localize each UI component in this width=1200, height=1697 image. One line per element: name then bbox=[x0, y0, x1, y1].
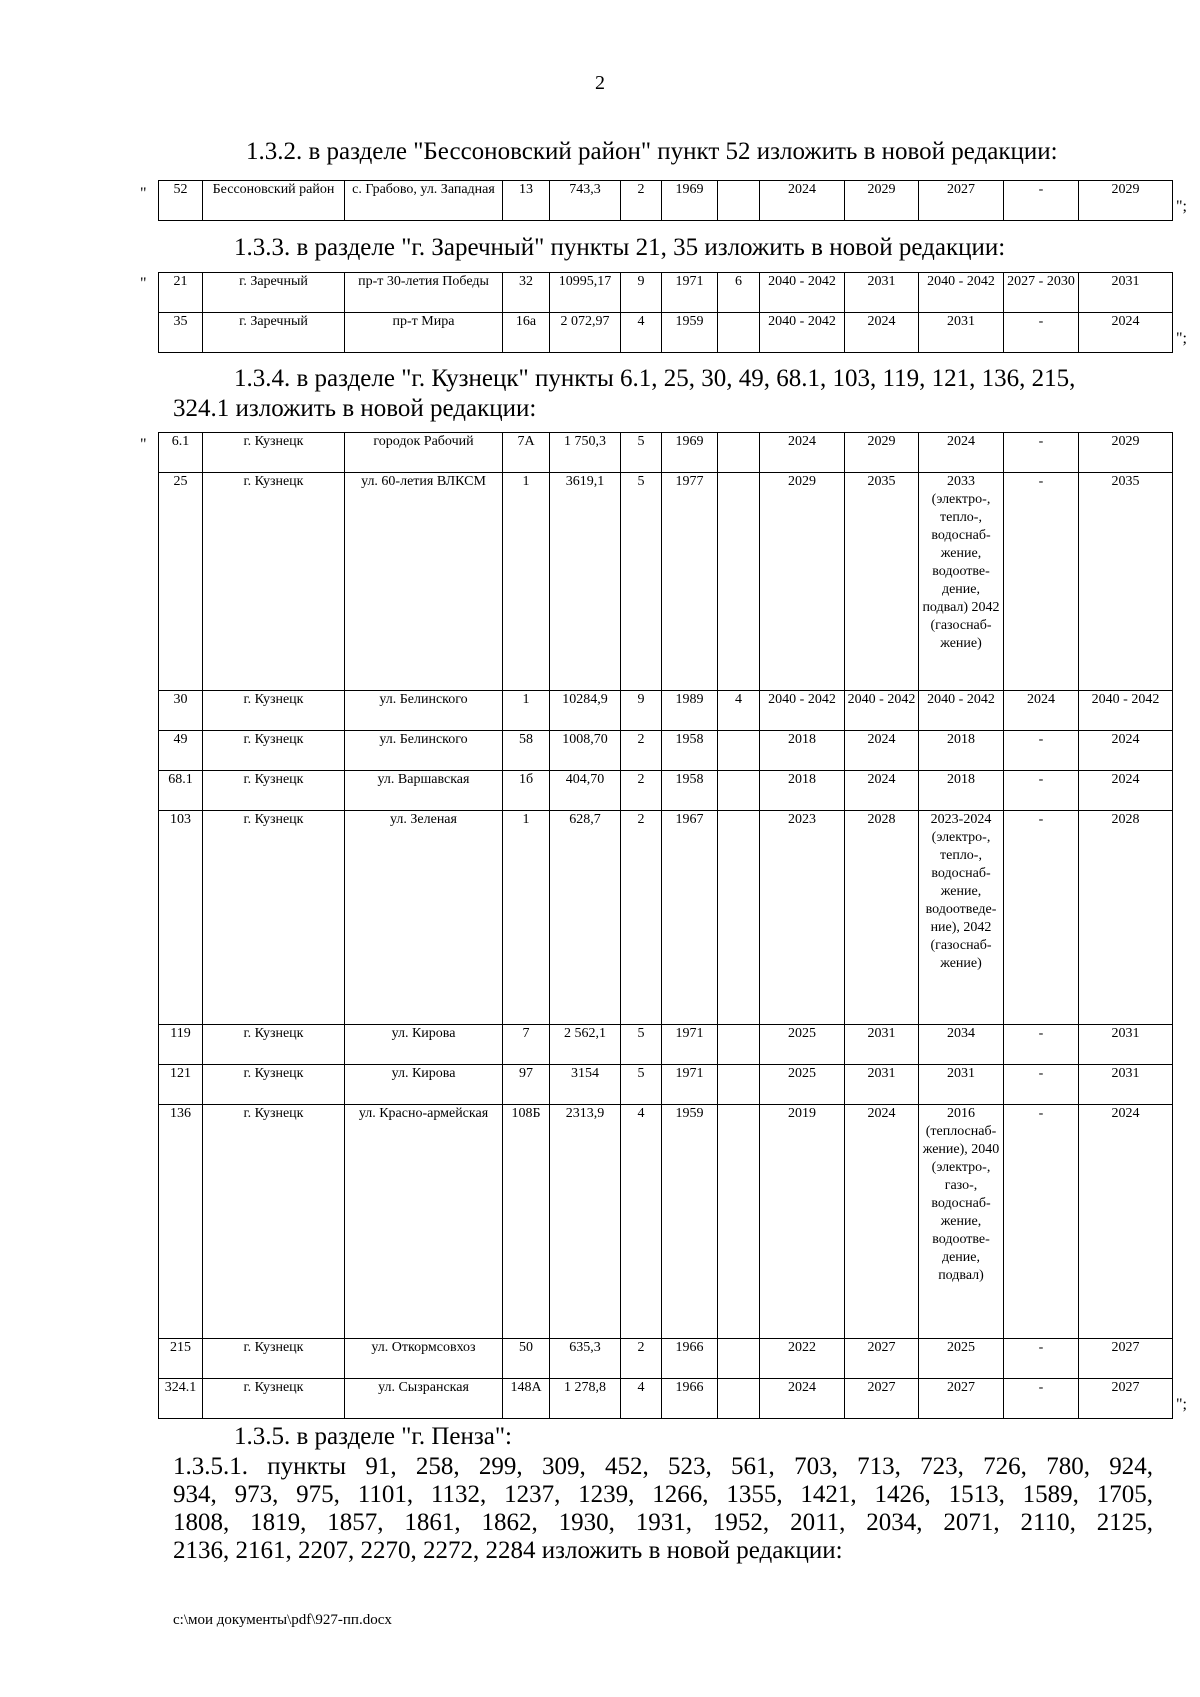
table-cell: 3154 bbox=[550, 1065, 621, 1105]
table-row bbox=[159, 473, 1173, 691]
table-cell: 6 bbox=[718, 273, 760, 313]
table-cell bbox=[718, 313, 760, 353]
section-135-1-text bbox=[173, 1453, 1153, 1565]
table-cell: 2031 bbox=[845, 1025, 919, 1065]
table-cell: 2027 bbox=[1079, 1339, 1173, 1379]
section-135-1-line: 934, 973, 975, 1101, 1132, 1237, 1239, 1266, 1355, 1421, 1426, 1513, 1589, 1705, bbox=[173, 1481, 1153, 1508]
table-cell bbox=[718, 433, 760, 473]
table-cell: 2040 - 2042 bbox=[919, 273, 1004, 313]
table-cell bbox=[718, 1025, 760, 1065]
table-cell: пр-т Мира bbox=[345, 313, 503, 353]
table-cell: 13 bbox=[503, 181, 550, 221]
table-cell: 1989 bbox=[662, 691, 718, 731]
table-row bbox=[159, 771, 1173, 811]
table-cell: ул. Сызранская bbox=[345, 1379, 503, 1419]
table-row bbox=[159, 1105, 1173, 1339]
table-cell: ул. Белинского bbox=[345, 691, 503, 731]
table-cell: ул. 60-летия ВЛКСМ bbox=[345, 473, 503, 691]
table-cell: 2024 bbox=[845, 1105, 919, 1339]
table-cell: ул. Откормсовхоз bbox=[345, 1339, 503, 1379]
table-cell: 6.1 bbox=[159, 433, 203, 473]
table-row bbox=[159, 811, 1173, 1025]
table-cell: 2040 - 2042 bbox=[1079, 691, 1173, 731]
table-cell: 1958 bbox=[662, 731, 718, 771]
table-cell: 2027 bbox=[1079, 1379, 1173, 1419]
table-cell: 2023-2024 (электро-, тепло-, водоснаб-жение, водоотведе-ние), 2042 (газоснаб-жение) bbox=[919, 811, 1004, 1025]
table-cell: 2 072,97 bbox=[550, 313, 621, 353]
table-cell: 4 bbox=[718, 691, 760, 731]
table-cell: 2027 bbox=[919, 1379, 1004, 1419]
table-section-134 bbox=[158, 432, 1173, 1419]
table-cell: г. Заречный bbox=[203, 313, 345, 353]
table-cell: 7 bbox=[503, 1025, 550, 1065]
table-cell: - bbox=[1004, 1379, 1079, 1419]
table-section-132 bbox=[158, 180, 1173, 221]
table-cell: 1 278,8 bbox=[550, 1379, 621, 1419]
table-cell: 2025 bbox=[760, 1065, 845, 1105]
table-cell: 2024 bbox=[1079, 1105, 1173, 1339]
table-cell: 58 bbox=[503, 731, 550, 771]
open-quote-133: " bbox=[140, 275, 147, 292]
table-cell: 2024 bbox=[1079, 731, 1173, 771]
table-cell: 2 bbox=[621, 811, 662, 1025]
table-row bbox=[159, 181, 1173, 221]
close-quote-133: "; bbox=[1176, 330, 1187, 347]
table-cell: 3619,1 bbox=[550, 473, 621, 691]
open-quote-132: " bbox=[140, 185, 147, 202]
table-cell: 1б bbox=[503, 771, 550, 811]
table-cell: 10284,9 bbox=[550, 691, 621, 731]
table-cell: 1 bbox=[503, 811, 550, 1025]
table-cell: г. Кузнецк bbox=[203, 1339, 345, 1379]
table-cell: 2024 bbox=[760, 433, 845, 473]
table-cell bbox=[718, 181, 760, 221]
table-cell: 2018 bbox=[919, 771, 1004, 811]
table-cell: 1 750,3 bbox=[550, 433, 621, 473]
table-cell bbox=[718, 1339, 760, 1379]
table-row bbox=[159, 1379, 1173, 1419]
table-cell: 2 bbox=[621, 731, 662, 771]
table-cell: 2025 bbox=[760, 1025, 845, 1065]
table-cell: 2028 bbox=[1079, 811, 1173, 1025]
table-cell: - bbox=[1004, 473, 1079, 691]
table-cell: г. Кузнецк bbox=[203, 433, 345, 473]
table-cell: 1971 bbox=[662, 273, 718, 313]
section-132-heading: 1.3.2. в разделе "Бессоновский район" пункт 52 изложить в новой редакции: bbox=[246, 138, 1058, 165]
table-cell: 324.1 bbox=[159, 1379, 203, 1419]
table-cell: 2033 (электро-, тепло-, водоснаб-жение, водоотве-дение, подвал) 2042 (газоснаб-жение) bbox=[919, 473, 1004, 691]
table-cell: 9 bbox=[621, 691, 662, 731]
table-cell: 21 bbox=[159, 273, 203, 313]
table-cell: - bbox=[1004, 1339, 1079, 1379]
table-cell: ул. Кирова bbox=[345, 1065, 503, 1105]
table-cell: 2024 bbox=[919, 433, 1004, 473]
table-cell: г. Кузнецк bbox=[203, 771, 345, 811]
table-cell: 1958 bbox=[662, 771, 718, 811]
table-cell: 103 bbox=[159, 811, 203, 1025]
table-cell: 215 bbox=[159, 1339, 203, 1379]
table-cell: 1966 bbox=[662, 1379, 718, 1419]
table-cell: 2034 bbox=[919, 1025, 1004, 1065]
page-number: 2 bbox=[595, 72, 605, 94]
table-cell: 2040 - 2042 bbox=[760, 691, 845, 731]
table-cell: 5 bbox=[621, 1025, 662, 1065]
table-cell: 628,7 bbox=[550, 811, 621, 1025]
table-cell: ул. Кирова bbox=[345, 1025, 503, 1065]
table-cell: г. Кузнецк bbox=[203, 731, 345, 771]
table-cell: 49 bbox=[159, 731, 203, 771]
table-cell: 2029 bbox=[1079, 181, 1173, 221]
table-cell: - bbox=[1004, 811, 1079, 1025]
table-cell: 2 bbox=[621, 181, 662, 221]
table-cell: ул. Белинского bbox=[345, 731, 503, 771]
table-cell: 32 bbox=[503, 273, 550, 313]
table-cell: 635,3 bbox=[550, 1339, 621, 1379]
footer-file-path: c:\мои документы\pdf\927-пп.docx bbox=[173, 1612, 392, 1628]
table-cell: г. Кузнецк bbox=[203, 1379, 345, 1419]
table-cell: - bbox=[1004, 181, 1079, 221]
table-cell: - bbox=[1004, 731, 1079, 771]
table-cell: 1971 bbox=[662, 1025, 718, 1065]
section-133-heading: 1.3.3. в разделе "г. Заречный" пункты 21, 35 изложить в новой редакции: bbox=[234, 234, 1006, 261]
table-cell bbox=[718, 473, 760, 691]
table-cell: 2029 bbox=[1079, 433, 1173, 473]
table-cell: 1966 bbox=[662, 1339, 718, 1379]
table-cell: - bbox=[1004, 313, 1079, 353]
table-row bbox=[159, 313, 1173, 353]
table-row bbox=[159, 1065, 1173, 1105]
table-cell: ул. Зеленая bbox=[345, 811, 503, 1025]
table-row bbox=[159, 1025, 1173, 1065]
table-cell: 2029 bbox=[845, 181, 919, 221]
table-cell: 2027 bbox=[845, 1379, 919, 1419]
table-cell: 1969 bbox=[662, 433, 718, 473]
table-cell: 2024 bbox=[845, 771, 919, 811]
close-quote-134: "; bbox=[1176, 1396, 1187, 1413]
table-cell: Бессоновский район bbox=[203, 181, 345, 221]
table-cell bbox=[718, 1379, 760, 1419]
table-cell: 50 bbox=[503, 1339, 550, 1379]
section-135-1-line: 2136, 2161, 2207, 2270, 2272, 2284 изложить в новой редакции: bbox=[173, 1537, 843, 1564]
table-cell: 2024 bbox=[845, 731, 919, 771]
table-cell: 148А bbox=[503, 1379, 550, 1419]
table-cell: 68.1 bbox=[159, 771, 203, 811]
table-cell: 404,70 bbox=[550, 771, 621, 811]
table-cell: 2025 bbox=[919, 1339, 1004, 1379]
table-cell: 2040 - 2042 bbox=[845, 691, 919, 731]
table-cell: 52 bbox=[159, 181, 203, 221]
table-cell: 2031 bbox=[845, 273, 919, 313]
open-quote-134: " bbox=[140, 436, 147, 453]
table-cell bbox=[718, 811, 760, 1025]
table-cell: 136 bbox=[159, 1105, 203, 1339]
table-row bbox=[159, 433, 1173, 473]
table-cell: 2031 bbox=[919, 313, 1004, 353]
table-cell: 2031 bbox=[1079, 1025, 1173, 1065]
table-cell: 2 bbox=[621, 1339, 662, 1379]
section-135-1-line: 1808, 1819, 1857, 1861, 1862, 1930, 1931, 1952, 2011, 2034, 2071, 2110, 2125, bbox=[173, 1509, 1153, 1536]
section-135-heading: 1.3.5. в разделе "г. Пенза": bbox=[234, 1423, 513, 1450]
table-cell: 1959 bbox=[662, 1105, 718, 1339]
table-cell: 2018 bbox=[760, 771, 845, 811]
table-cell: 121 bbox=[159, 1065, 203, 1105]
table-cell: 1959 bbox=[662, 313, 718, 353]
table-cell: 108Б bbox=[503, 1105, 550, 1339]
table-cell: 2031 bbox=[845, 1065, 919, 1105]
table-cell: 2024 bbox=[760, 1379, 845, 1419]
table-cell: 2027 bbox=[845, 1339, 919, 1379]
table-cell: 4 bbox=[621, 1379, 662, 1419]
table-cell: 1 bbox=[503, 691, 550, 731]
table-cell: 1 bbox=[503, 473, 550, 691]
table-cell: 2040 - 2042 bbox=[760, 273, 845, 313]
section-135-1-line: 1.3.5.1. пункты 91, 258, 299, 309, 452, 523, 561, 703, 713, 723, 726, 780, 924, bbox=[173, 1453, 1153, 1480]
table-cell: 2027 - 2030 bbox=[1004, 273, 1079, 313]
table-cell: 2018 bbox=[919, 731, 1004, 771]
table-cell: 2035 bbox=[1079, 473, 1173, 691]
table-cell: 4 bbox=[621, 1105, 662, 1339]
table-cell: 9 bbox=[621, 273, 662, 313]
table-cell: - bbox=[1004, 1025, 1079, 1065]
table-row bbox=[159, 691, 1173, 731]
table-cell: 2027 bbox=[919, 181, 1004, 221]
table-cell: 2019 bbox=[760, 1105, 845, 1339]
table-cell: 2313,9 bbox=[550, 1105, 621, 1339]
table-cell: 5 bbox=[621, 1065, 662, 1105]
table-cell bbox=[718, 731, 760, 771]
table-cell: 5 bbox=[621, 473, 662, 691]
table-cell: 16а bbox=[503, 313, 550, 353]
table-cell: г. Кузнецк bbox=[203, 691, 345, 731]
table-cell: 10995,17 bbox=[550, 273, 621, 313]
table-cell: ул. Красно-армейская bbox=[345, 1105, 503, 1339]
table-cell: - bbox=[1004, 1105, 1079, 1339]
table-cell: ул. Варшавская bbox=[345, 771, 503, 811]
table-cell: с. Грабово, ул. Западная bbox=[345, 181, 503, 221]
table-cell: г. Кузнецк bbox=[203, 473, 345, 691]
table-cell: 2031 bbox=[919, 1065, 1004, 1105]
table-cell: 25 bbox=[159, 473, 203, 691]
table-cell: г. Кузнецк bbox=[203, 1105, 345, 1339]
table-row bbox=[159, 731, 1173, 771]
table-cell: 35 bbox=[159, 313, 203, 353]
table-cell: 2 562,1 bbox=[550, 1025, 621, 1065]
table-cell: - bbox=[1004, 433, 1079, 473]
table-row bbox=[159, 1339, 1173, 1379]
table-cell: - bbox=[1004, 1065, 1079, 1105]
table-cell: 2024 bbox=[1004, 691, 1079, 731]
table-cell: 7А bbox=[503, 433, 550, 473]
table-cell: 2031 bbox=[1079, 273, 1173, 313]
table-cell: 4 bbox=[621, 313, 662, 353]
table-cell: 743,3 bbox=[550, 181, 621, 221]
table-cell: 2035 bbox=[845, 473, 919, 691]
table-cell: 1977 bbox=[662, 473, 718, 691]
table-cell: 1971 bbox=[662, 1065, 718, 1105]
table-cell: 2028 bbox=[845, 811, 919, 1025]
table-cell: 2040 - 2042 bbox=[919, 691, 1004, 731]
table-cell: 2016 (теплоснаб-жение), 2040 (электро-, газо-, водоснаб-жение, водоотве-дение, подвал) bbox=[919, 1105, 1004, 1339]
table-cell: 2029 bbox=[760, 473, 845, 691]
close-quote-132: "; bbox=[1176, 198, 1187, 215]
section-134-heading-line2: 324.1 изложить в новой редакции: bbox=[173, 395, 537, 422]
table-cell: 2029 bbox=[845, 433, 919, 473]
table-cell: 2 bbox=[621, 771, 662, 811]
table-cell: 119 bbox=[159, 1025, 203, 1065]
table-cell: 2040 - 2042 bbox=[760, 313, 845, 353]
table-cell: 1008,70 bbox=[550, 731, 621, 771]
table-cell: г. Кузнецк bbox=[203, 1025, 345, 1065]
table-cell: 2024 bbox=[845, 313, 919, 353]
table-cell: 2022 bbox=[760, 1339, 845, 1379]
table-section-133 bbox=[158, 272, 1173, 353]
table-cell: 97 bbox=[503, 1065, 550, 1105]
table-row bbox=[159, 273, 1173, 313]
table-cell: г. Кузнецк bbox=[203, 811, 345, 1025]
table-cell: 2018 bbox=[760, 731, 845, 771]
table-cell: 1967 bbox=[662, 811, 718, 1025]
table-cell: пр-т 30-летия Победы bbox=[345, 273, 503, 313]
table-cell: 1969 bbox=[662, 181, 718, 221]
table-cell: 2031 bbox=[1079, 1065, 1173, 1105]
table-cell bbox=[718, 771, 760, 811]
section-134-heading-line1: 1.3.4. в разделе "г. Кузнецк" пункты 6.1, 25, 30, 49, 68.1, 103, 119, 121, 136, 215, bbox=[234, 365, 1076, 392]
table-cell: г. Заречный bbox=[203, 273, 345, 313]
table-cell: городок Рабочий bbox=[345, 433, 503, 473]
table-cell: 2024 bbox=[760, 181, 845, 221]
table-cell: - bbox=[1004, 771, 1079, 811]
table-cell bbox=[718, 1105, 760, 1339]
table-cell: 2024 bbox=[1079, 313, 1173, 353]
table-cell: 2024 bbox=[1079, 771, 1173, 811]
table-cell: 2023 bbox=[760, 811, 845, 1025]
table-cell: 30 bbox=[159, 691, 203, 731]
table-cell: 5 bbox=[621, 433, 662, 473]
table-cell bbox=[718, 1065, 760, 1105]
table-cell: г. Кузнецк bbox=[203, 1065, 345, 1105]
